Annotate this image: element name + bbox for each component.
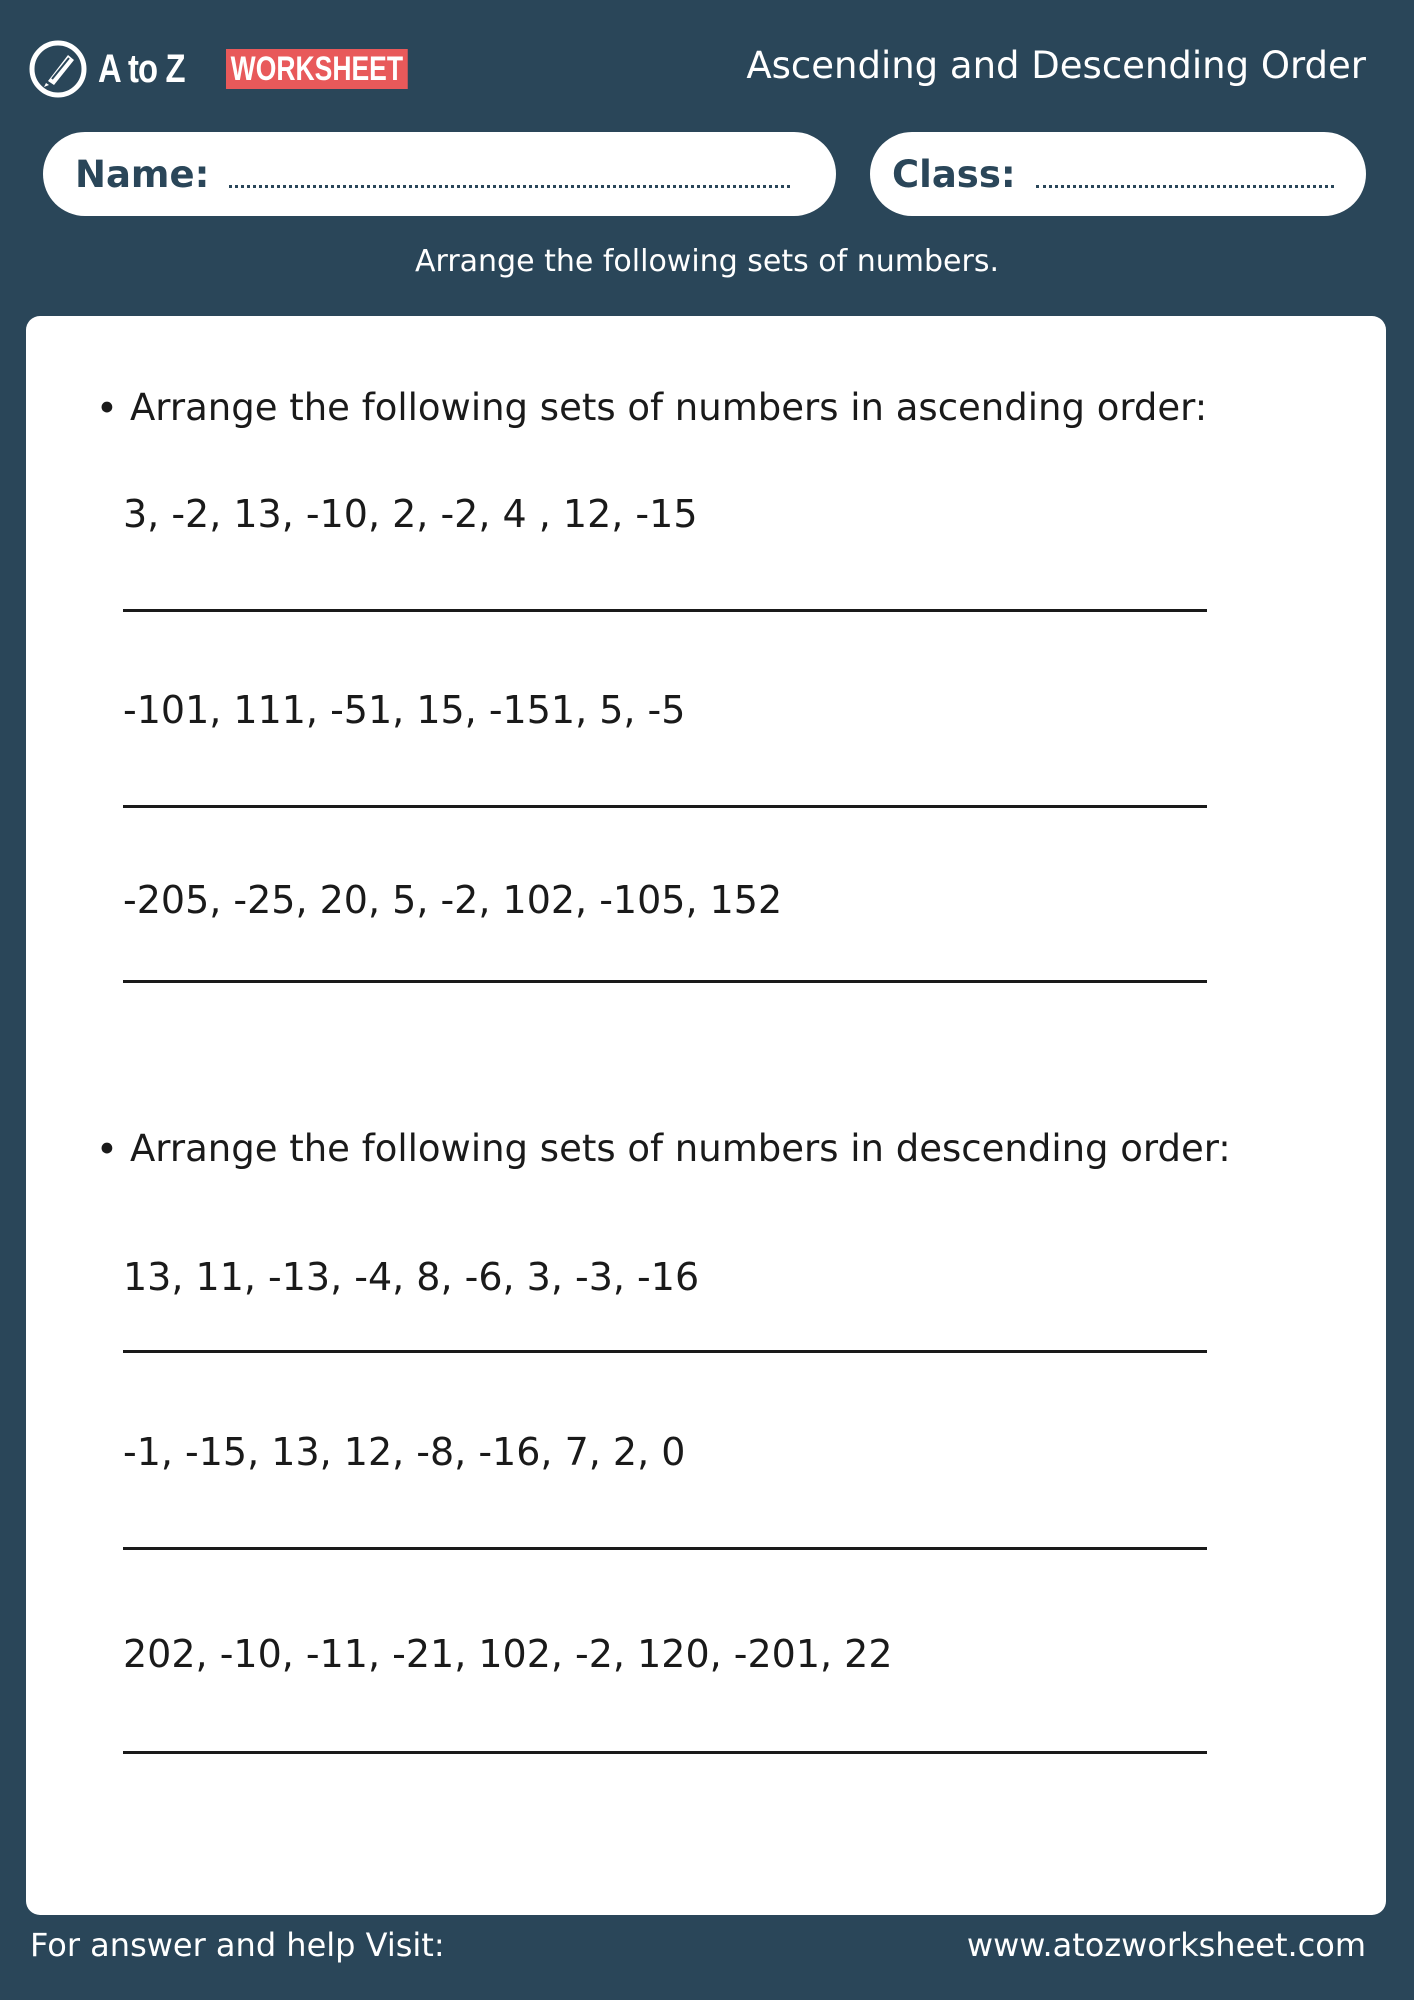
name-label: Name: bbox=[75, 152, 210, 196]
answer-line[interactable] bbox=[123, 980, 1207, 983]
footer-website-link[interactable]: www.atozworksheet.com bbox=[966, 1926, 1366, 1964]
answer-line[interactable] bbox=[123, 1751, 1207, 1754]
pencil-logo-icon bbox=[28, 39, 88, 99]
bullet-icon: • bbox=[96, 1128, 118, 1171]
answer-line[interactable] bbox=[123, 1350, 1207, 1353]
name-dotted-line bbox=[229, 185, 790, 188]
worksheet-title: Ascending and Descending Order bbox=[746, 44, 1366, 87]
class-label: Class: bbox=[892, 152, 1016, 196]
ascending-heading bbox=[96, 386, 1208, 430]
number-set: -101, 111, -51, 15, -151, 5, -5 bbox=[123, 688, 686, 732]
bullet-icon: • bbox=[96, 387, 118, 430]
number-set: -205, -25, 20, 5, -2, 102, -105, 152 bbox=[123, 878, 783, 922]
answer-line[interactable] bbox=[123, 609, 1207, 612]
logo-text: A to Z bbox=[98, 46, 185, 91]
number-set: 202, -10, -11, -21, 102, -2, 120, -201, 22 bbox=[123, 1632, 893, 1676]
answer-line[interactable] bbox=[123, 1547, 1207, 1550]
number-set: -1, -15, 13, 12, -8, -16, 7, 2, 0 bbox=[123, 1430, 686, 1474]
descending-heading bbox=[96, 1127, 1231, 1171]
brand-logo bbox=[28, 38, 404, 100]
worksheet-card bbox=[26, 316, 1386, 1915]
instruction-text: Arrange the following sets of numbers. bbox=[415, 244, 999, 279]
class-dotted-line bbox=[1036, 185, 1334, 188]
ascending-heading-text: Arrange the following sets of numbers in ascending order: bbox=[130, 386, 1208, 429]
footer-help-text: For answer and help Visit: bbox=[30, 1926, 445, 1964]
number-set: 13, 11, -13, -4, 8, -6, 3, -3, -16 bbox=[123, 1255, 700, 1299]
answer-line[interactable] bbox=[123, 805, 1207, 808]
descending-heading-text: Arrange the following sets of numbers in descending order: bbox=[130, 1127, 1231, 1170]
class-field[interactable] bbox=[870, 132, 1366, 216]
number-set: 3, -2, 13, -10, 2, -2, 4 , 12, -15 bbox=[123, 492, 698, 536]
logo-badge: WORKSHEET bbox=[226, 49, 408, 89]
name-field[interactable] bbox=[43, 132, 836, 216]
